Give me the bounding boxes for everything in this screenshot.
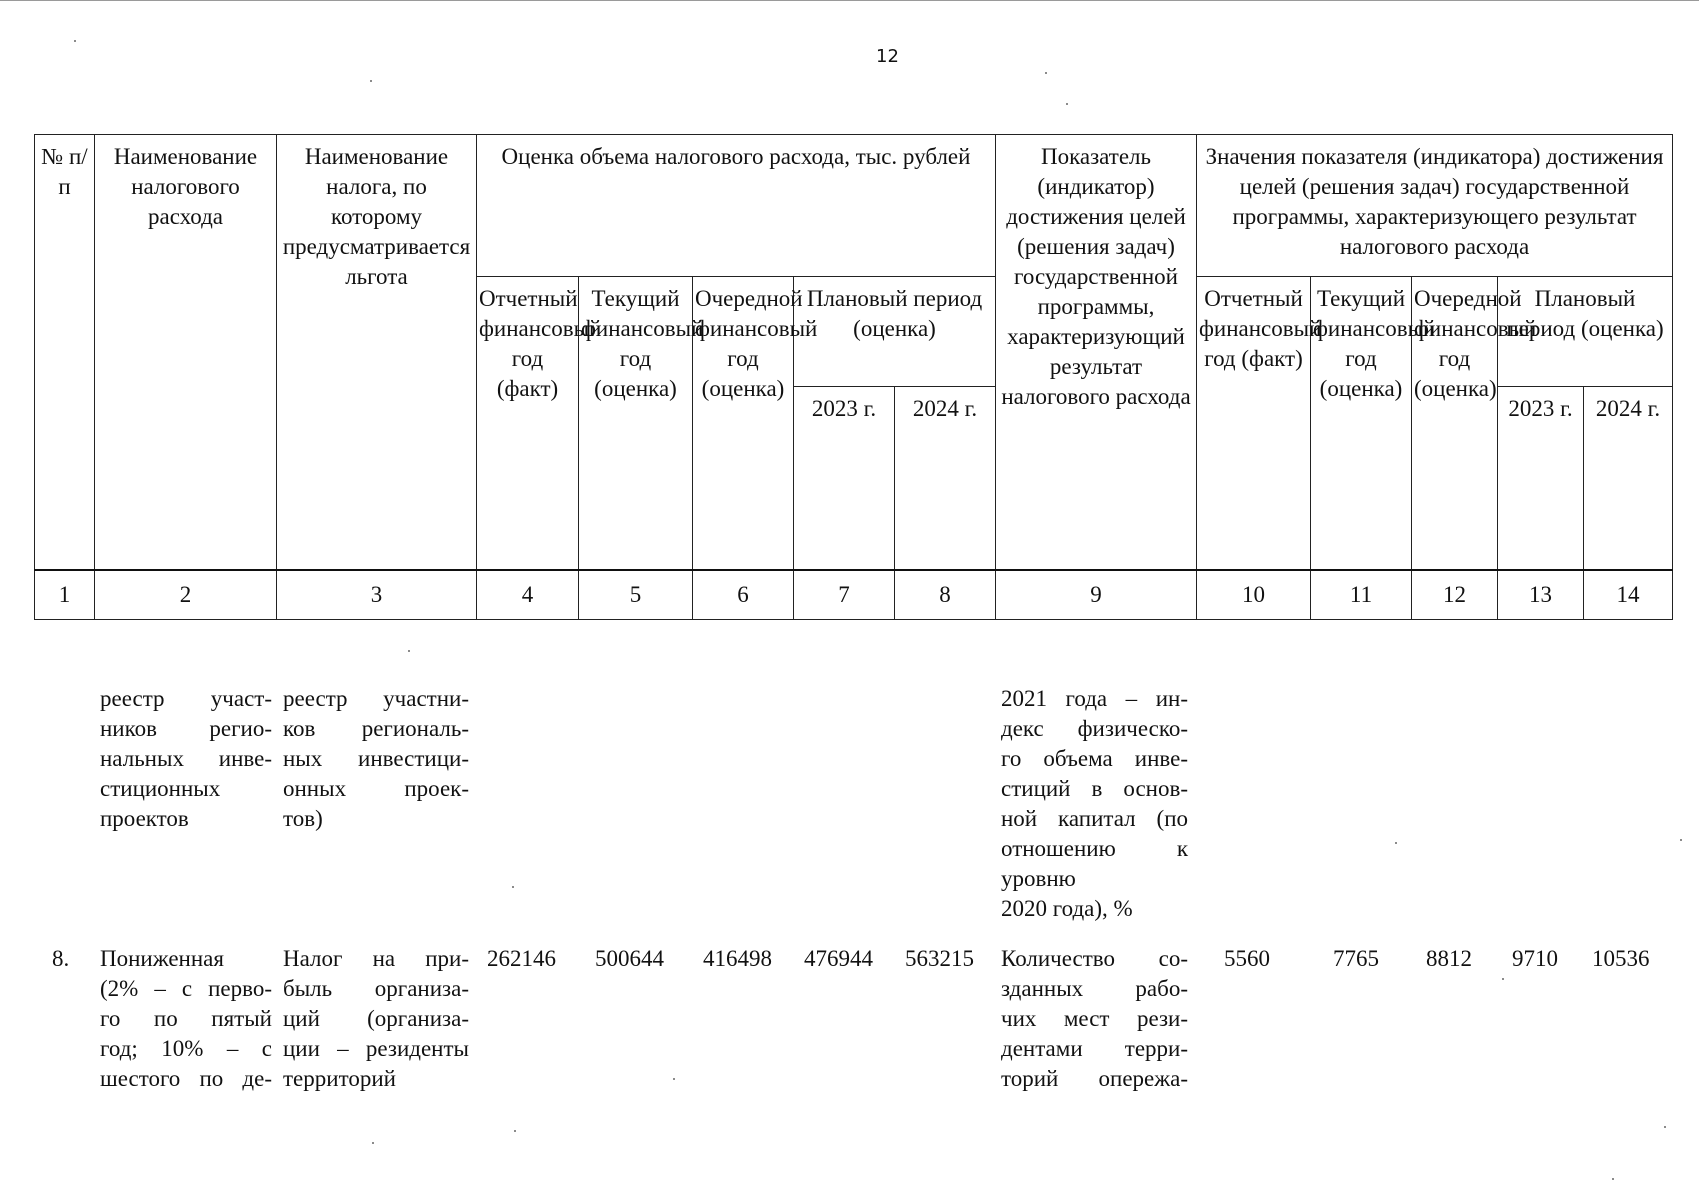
text-line: уровню [1001,866,1076,891]
header-val-plan: Плановый период (оценка) [1498,277,1673,387]
text-line: тов) [283,806,323,831]
row8-val-current: 7765 [1333,946,1379,971]
row8-val-report: 5560 [1224,946,1270,971]
text-line: стиций в основ- [1001,776,1188,801]
page-number: 12 [876,46,899,67]
header-no: № п/п [35,135,95,570]
header-vol-plan: Плановый период (оценка) [794,277,996,387]
text-line: территорий [283,1066,396,1091]
column-number: 10 [1197,570,1311,620]
text-line: ков региональ- [283,716,469,741]
row-number: 8. [52,946,70,971]
row8-vol-2023: 476944 [804,946,873,971]
header-vol-2024: 2024 г. [895,387,996,570]
text-line: реестр участни- [283,686,469,711]
text-line: зданных рабо- [1001,976,1188,1001]
scan-speck [372,1142,374,1144]
text-line: чих мест рези- [1001,1006,1188,1031]
column-number-row [35,570,1673,620]
row8-val-2023: 9710 [1512,946,1558,971]
text-line: ных инвестици- [283,746,469,771]
text-line: отношению к [1001,836,1188,861]
scan-speck [408,650,410,652]
continuation-tax-name [283,684,469,834]
text-line: онных проек- [283,776,469,801]
column-number: 6 [693,570,794,620]
text-line: год; 10% – с [100,1036,272,1061]
column-number: 13 [1498,570,1584,620]
text-line: быль организа- [283,976,469,1001]
scan-speck [370,80,372,82]
text-line: Пониженная [100,946,224,971]
text-line: ции – резиденты [283,1036,469,1061]
text-line: Налог на при- [283,946,469,971]
scan-speck [1502,978,1504,980]
text-line: стиционных [100,776,221,801]
scan-speck [1395,842,1397,844]
text-line: декс физическо- [1001,716,1188,741]
row8-val-next: 8812 [1426,946,1472,971]
text-line: проектов [100,806,189,831]
header-val-next: Очередной финансовый год (оценка) [1412,277,1498,570]
text-line: го объема инве- [1001,746,1188,771]
continuation-indicator [1001,684,1188,924]
text-line: 2020 года), % [1001,896,1133,921]
header-val-report: Отчетный финансовый год (факт) [1197,277,1311,570]
continuation-expense-name [100,684,272,834]
column-number: 8 [895,570,996,620]
column-number: 9 [996,570,1197,620]
column-number: 12 [1412,570,1498,620]
text-line: реестр участ- [100,686,272,711]
row8-vol-current: 500644 [595,946,664,971]
page-top-edge [0,0,1699,1]
scan-speck [673,1078,675,1080]
row8-vol-report: 262146 [487,946,556,971]
column-number: 7 [794,570,895,620]
header-volume-group: Оценка объема налогового расхода, тыс. рублей [477,135,996,277]
text-line: нальных инве- [100,746,272,771]
column-number: 11 [1311,570,1412,620]
text-line: ников регио- [100,716,272,741]
header-values-group: Значения показателя (индикатора) достижения целей (решения задач) государственной программы, характеризующего результат налогового расхода [1197,135,1673,277]
header-vol-next: Очередной финансовый год (оценка) [693,277,794,570]
column-number: 14 [1584,570,1673,620]
text-line: ной капитал (по [1001,806,1188,831]
row8-expense-name [100,944,272,1094]
text-line: (2% – с перво- [100,976,272,1001]
header-vol-report: Отчетный финансовый год (факт) [477,277,579,570]
text-line: шестого по де- [100,1066,272,1091]
scan-speck [1664,1126,1666,1128]
header-val-2024: 2024 г. [1584,387,1673,570]
column-number: 2 [95,570,277,620]
header-vol-2023: 2023 г. [794,387,895,570]
row8-vol-next: 416498 [703,946,772,971]
text-line: дентами терри- [1001,1036,1188,1061]
scan-speck [1612,1178,1614,1180]
row8-vol-2024: 563215 [905,946,974,971]
text-line: торий опережа- [1001,1066,1188,1091]
scan-speck [74,40,76,42]
text-line: го по пятый [100,1006,272,1031]
row8-tax-name [283,944,469,1094]
scan-speck [1066,103,1068,105]
column-number: 1 [35,570,95,620]
scan-speck [1045,72,1047,74]
header-indicator: Показатель (индикатор) достижения целей (решения задач) государственной программы, характеризующий результат налогового расхода [996,135,1197,570]
text-line: ций (организа- [283,1006,469,1031]
scan-speck [514,1130,516,1132]
column-number: 4 [477,570,579,620]
text-line: 2021 года – ин- [1001,686,1188,711]
row8-indicator [1001,944,1188,1094]
row8-val-2024: 10536 [1592,946,1650,971]
column-number: 5 [579,570,693,620]
table-header [34,134,1673,620]
header-vol-current: Текущий финансовый год (оценка) [579,277,693,570]
header-expense-name: Наименование налогового расхода [95,135,277,570]
scan-speck [512,886,514,888]
text-line: Количество со- [1001,946,1188,971]
header-val-2023: 2023 г. [1498,387,1584,570]
scan-speck [1680,839,1682,841]
header-tax-name: Наименование налога, по которому предусматривается льгота [277,135,477,570]
column-number: 3 [277,570,477,620]
header-val-current: Текущий финансовый год (оценка) [1311,277,1412,570]
